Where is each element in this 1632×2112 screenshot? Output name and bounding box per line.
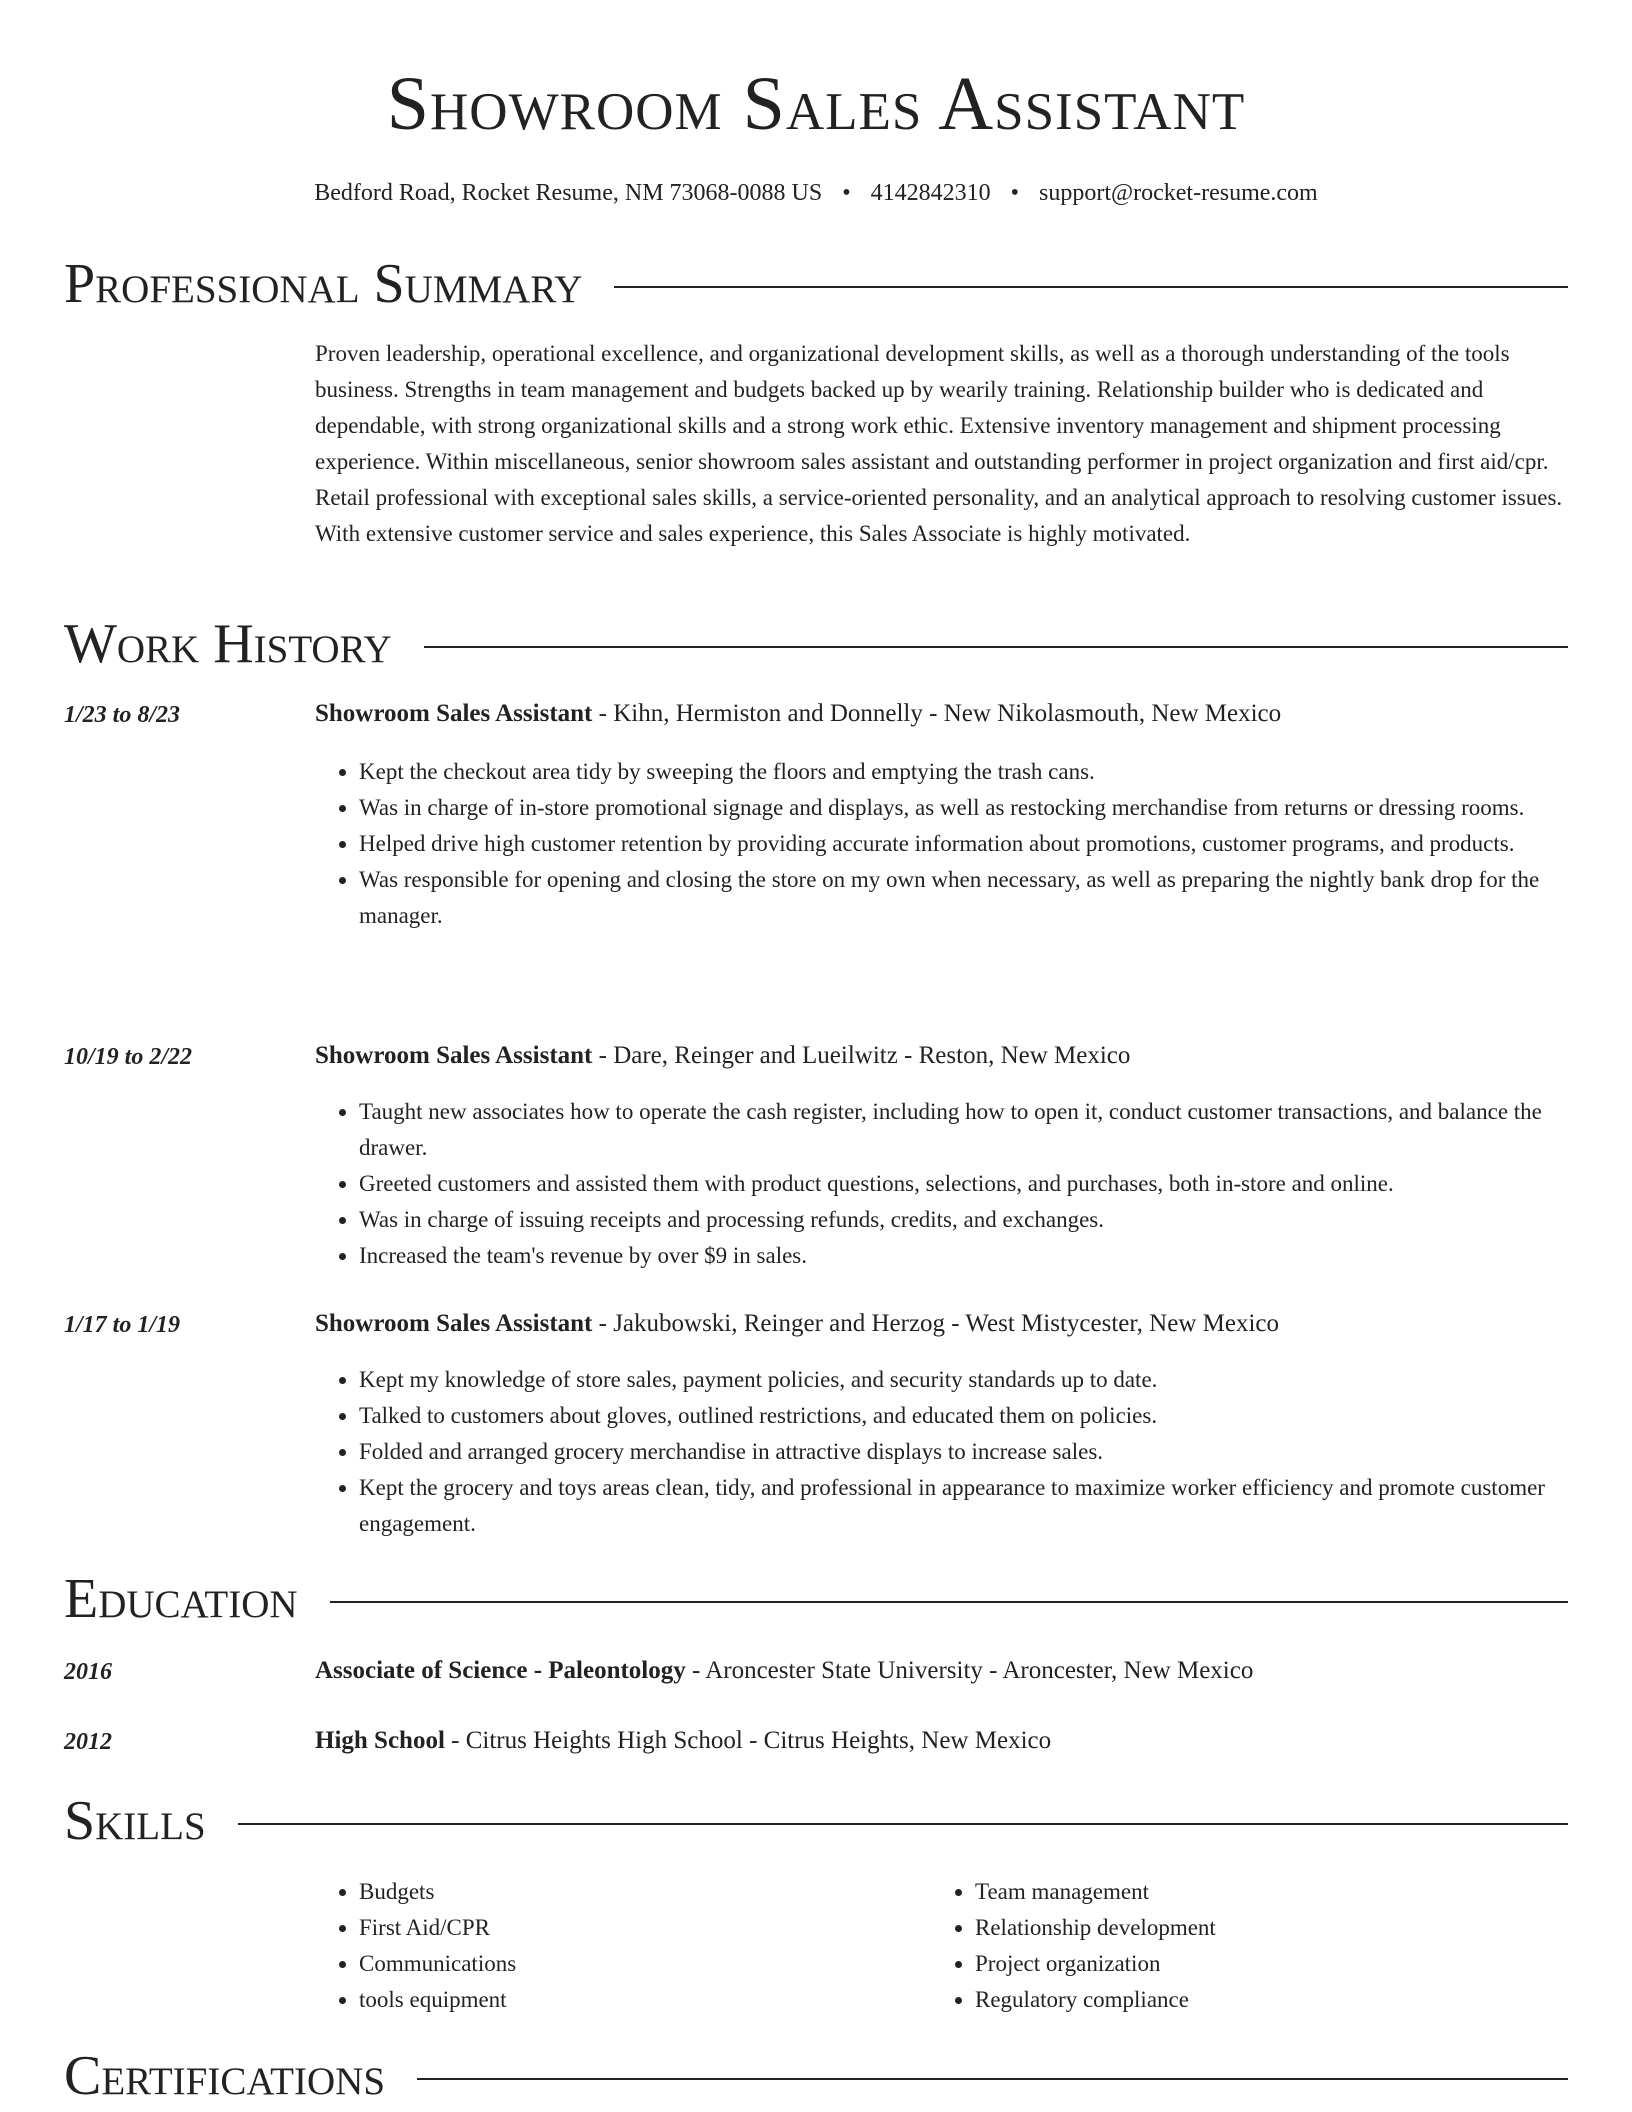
education-details: - Citrus Heights High School - Citrus Heights, New Mexico — [444, 1727, 1052, 1754]
skill-item: • Relationship development — [975, 1910, 1216, 1946]
skill-item: • Regulatory compliance — [975, 1982, 1216, 2018]
contact-separator: • — [842, 180, 851, 206]
section-title-summary: Professional Summary — [64, 253, 583, 315]
education-details: - Aroncester State University - Aroncester, New Mexico — [685, 1657, 1254, 1684]
list-item: • Greeted customers and assisted them with product questions, selections, and purchases, both in-store and online. — [359, 1166, 1568, 1202]
job-bullets — [315, 754, 1568, 934]
skill-item: • tools equipment — [359, 1982, 516, 2018]
skill-item: • Budgets — [359, 1874, 516, 1910]
job-role: Showroom Sales Assistant — [315, 1310, 593, 1337]
job-title-line — [315, 1042, 1568, 1070]
contact-line — [0, 178, 1632, 208]
section-divider — [614, 286, 1568, 288]
education-degree: Associate of Science - Paleontology — [315, 1657, 686, 1684]
job-dates: 1/17 to 1/19 — [64, 1312, 181, 1338]
skill-item: • Team management — [975, 1874, 1216, 1910]
list-item: • Taught new associates how to operate the cash register, including how to open it, conduct customer transactions, and balance the drawer. — [359, 1094, 1568, 1166]
job-bullets — [315, 1362, 1568, 1542]
list-item: • Talked to customers about gloves, outlined restrictions, and educated them on policies. — [359, 1398, 1568, 1434]
contact-phone: 4142842310 — [870, 180, 991, 206]
section-title-education: Education — [64, 1568, 298, 1630]
section-title-work: Work History — [64, 613, 392, 675]
job-details: - Kihn, Hermiston and Donnelly - New Nikolasmouth, New Mexico — [592, 700, 1282, 727]
skill-item: • First Aid/CPR — [359, 1910, 516, 1946]
list-item: • Was responsible for opening and closing the store on my own when necessary, as well as preparing the nightly bank drop for the manager. — [359, 862, 1568, 934]
contact-email: support@rocket-resume.com — [1039, 180, 1318, 206]
education-line — [315, 1727, 1568, 1755]
job-dates: 1/23 to 8/23 — [64, 702, 181, 728]
skill-item: • Project organization — [975, 1946, 1216, 1982]
section-title-certifications: Certifications — [64, 2045, 386, 2107]
list-item: • Was in charge of in-store promotional signage and displays, as well as restocking merchandise from returns or dressing rooms. — [359, 790, 1568, 826]
section-title-skills: Skills — [64, 1790, 206, 1852]
list-item: • Increased the team's revenue by over $9 in sales. — [359, 1238, 1568, 1274]
education-year: 2016 — [64, 1659, 112, 1685]
section-divider — [424, 646, 1568, 648]
education-year: 2012 — [64, 1729, 112, 1755]
skills-list-left — [315, 1874, 516, 2018]
job-role: Showroom Sales Assistant — [315, 1042, 593, 1069]
list-item: • Was in charge of issuing receipts and processing refunds, credits, and exchanges. — [359, 1202, 1568, 1238]
job-dates: 10/19 to 2/22 — [64, 1044, 193, 1070]
section-divider — [238, 1823, 1568, 1825]
list-item: • Helped drive high customer retention by providing accurate information about promotions, customer programs, and products. — [359, 826, 1568, 862]
contact-separator: • — [1010, 180, 1020, 206]
education-section-header — [64, 1567, 1568, 1631]
summary-text: Proven leadership, operational excellence, and organizational development skills, as well as a thorough understanding of the tools business. Strengths in team management and budgets backed up by wearily training. Relationship builder who is dedicated and dependable, with strong organizational skills and a strong work ethic. Extensive inventory management and shipment processing experience. Within miscellaneous, senior showroom sales assistant and outstanding performer in project organization and first aid/cpr. Retail professional with exceptional sales skills, a service-oriented personality, and an analytical approach to resolving customer issues. With extensive customer service and sales experience, this Sales Associate is highly motivated. — [315, 341, 1563, 546]
job-details: - Dare, Reinger and Lueilwitz - Reston, New Mexico — [592, 1042, 1131, 1069]
job-title-line — [315, 1310, 1568, 1338]
skills-list-right — [931, 1874, 1216, 2018]
skill-item: • Communications — [359, 1946, 516, 1982]
section-divider — [417, 2078, 1568, 2080]
list-item: • Kept the checkout area tidy by sweeping the floors and emptying the trash cans. — [359, 754, 1568, 790]
work-section-header — [64, 612, 1568, 676]
job-role: Showroom Sales Assistant — [315, 700, 593, 727]
section-divider — [330, 1601, 1568, 1603]
skills-section-header — [64, 1789, 1568, 1853]
contact-address: Bedford Road, Rocket Resume, NM 73068-0088 US — [314, 180, 823, 206]
job-details: - Jakubowski, Reinger and Herzog - West Mistycester, New Mexico — [592, 1310, 1280, 1337]
summary-section-header — [64, 252, 1568, 316]
education-degree: High School — [315, 1727, 445, 1754]
job-title-line — [315, 700, 1568, 728]
list-item: • Kept the grocery and toys areas clean, tidy, and professional in appearance to maximize worker efficiency and promote customer engagement. — [359, 1470, 1568, 1542]
list-item: • Kept my knowledge of store sales, payment policies, and security standards up to date. — [359, 1362, 1568, 1398]
education-line — [315, 1657, 1568, 1685]
certifications-section-header — [64, 2044, 1568, 2108]
candidate-name: Showroom Sales Assistant — [386, 62, 1246, 146]
list-item: • Folded and arranged grocery merchandise in attractive displays to increase sales. — [359, 1434, 1568, 1470]
job-bullets — [315, 1094, 1568, 1274]
